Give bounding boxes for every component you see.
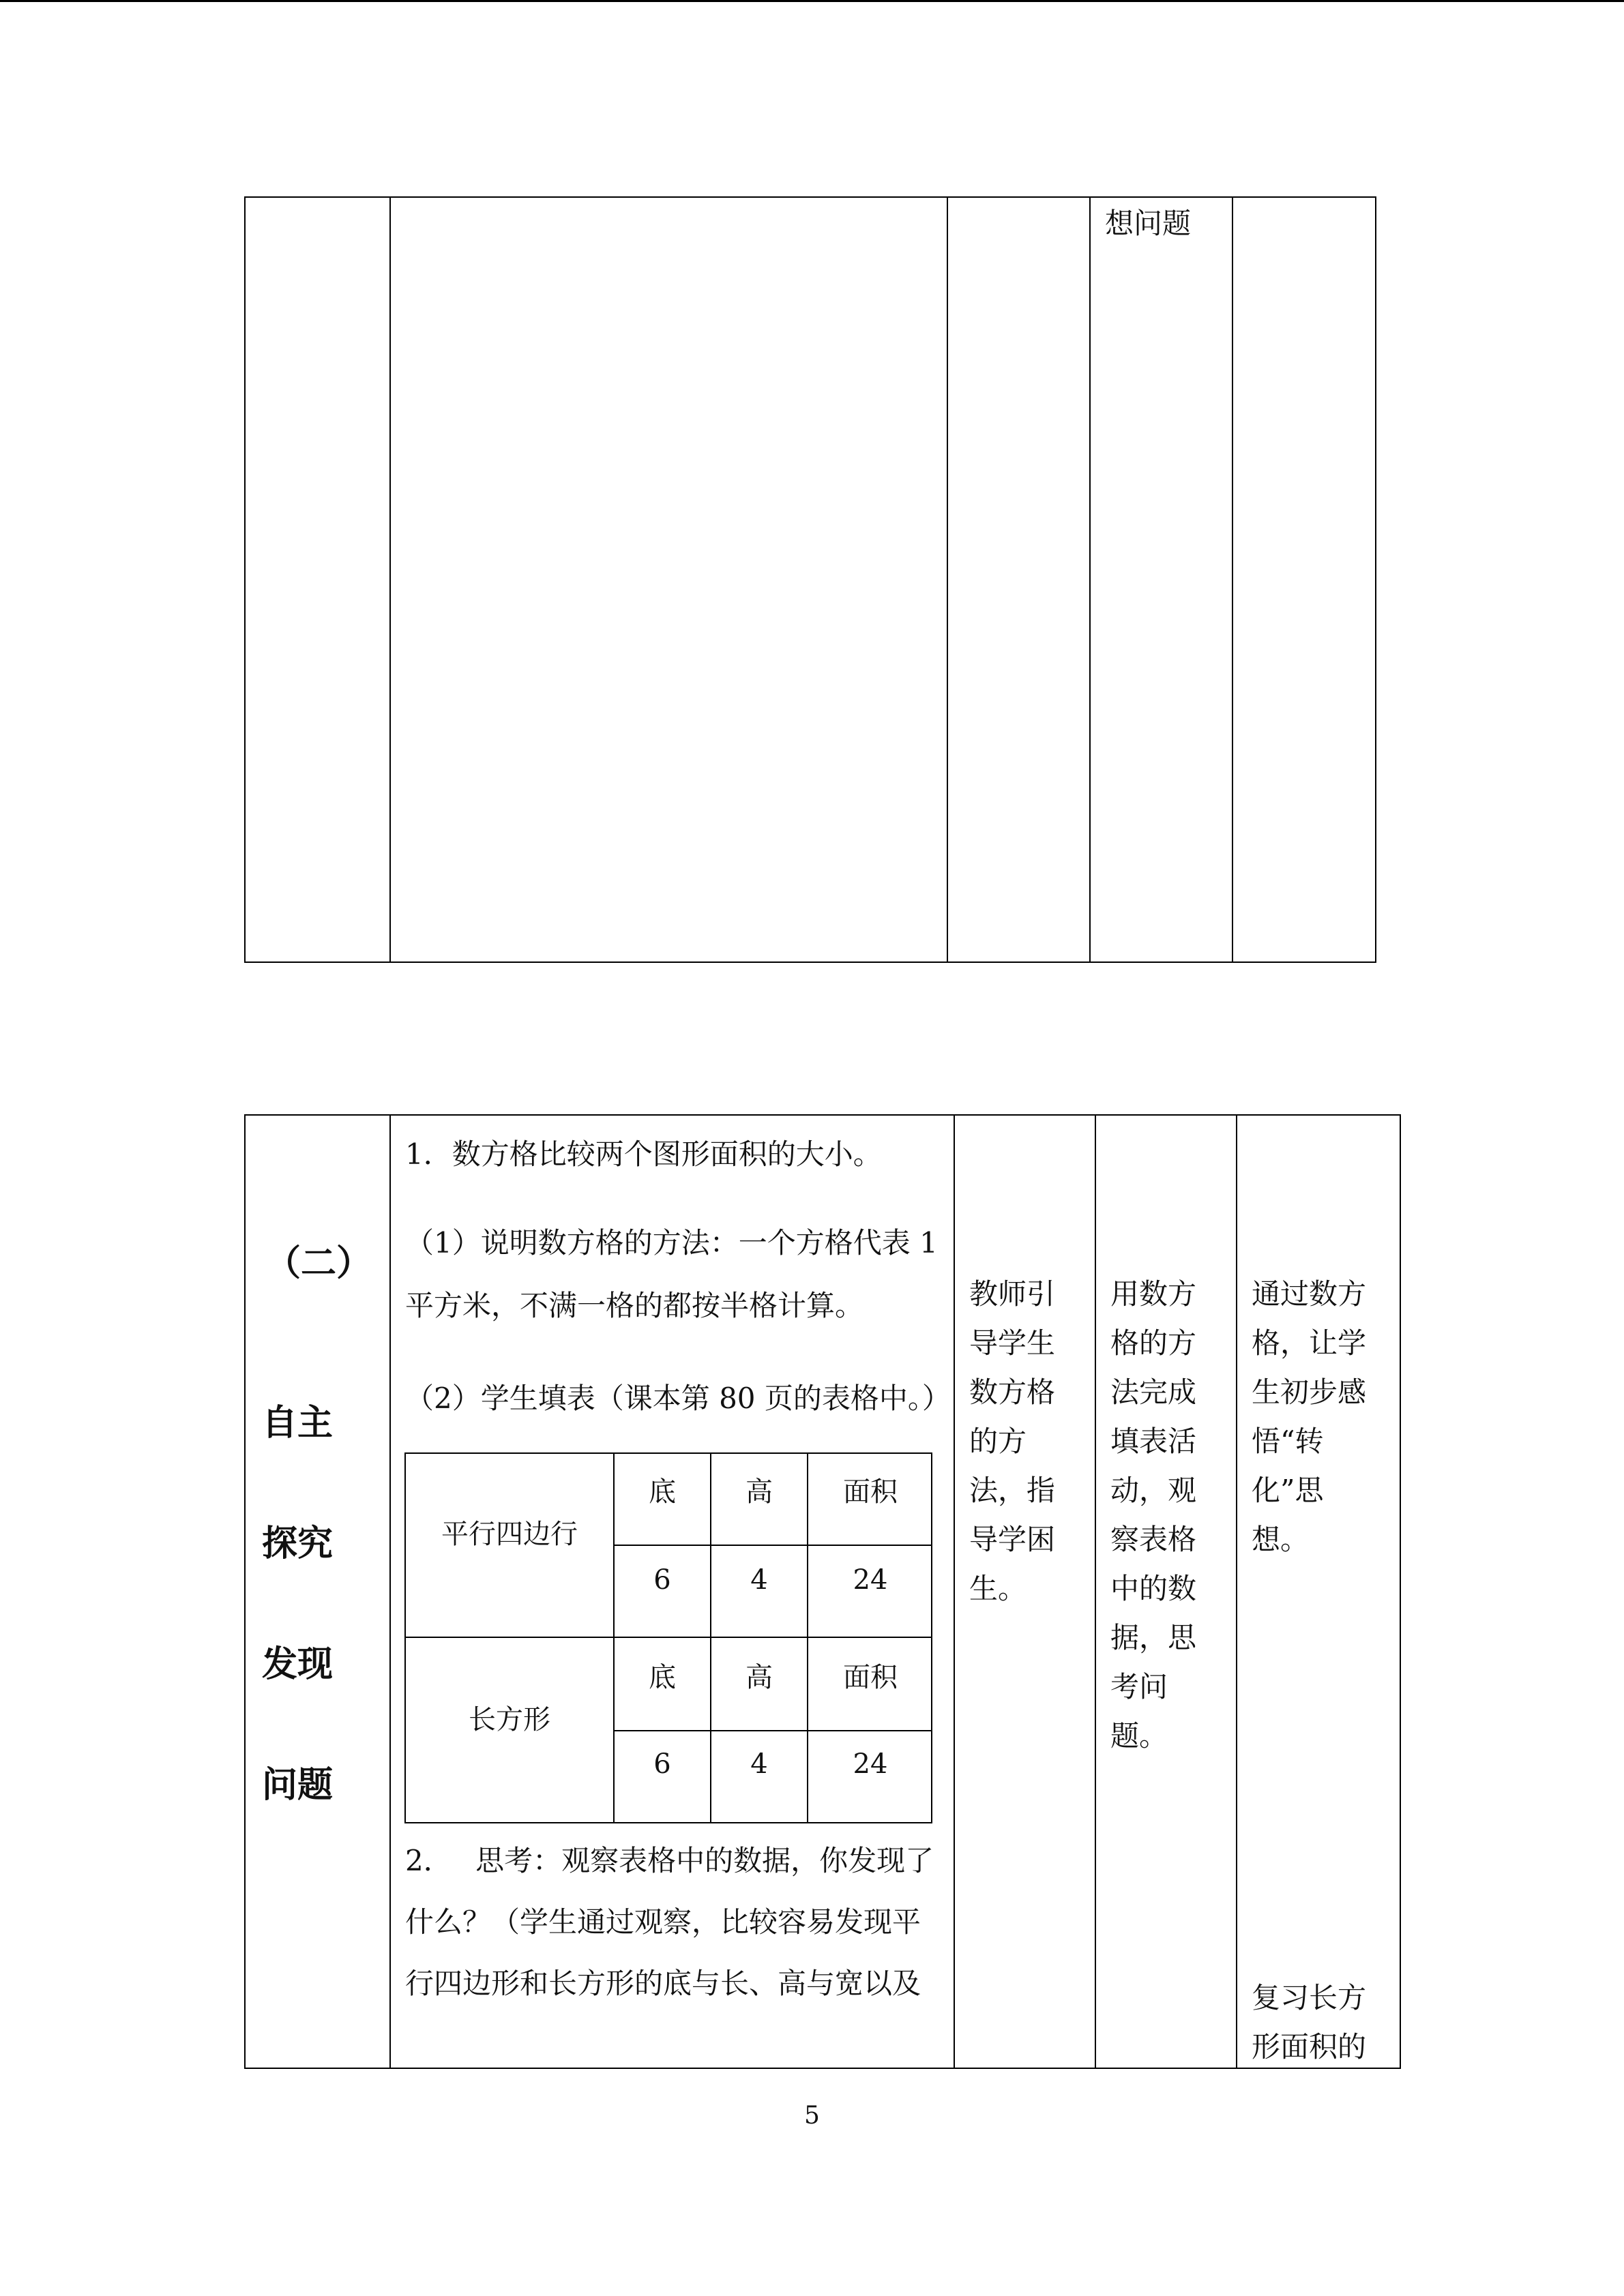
stage-label-line: 探究 — [262, 1523, 334, 1564]
stage-label-line: 发现 — [262, 1644, 334, 1685]
intent-line: 悟“转 — [1252, 1425, 1324, 1458]
student-line: 中的数 — [1110, 1572, 1197, 1605]
content-item-3: 平方米，不满一格的都按半格计算。 — [405, 1289, 864, 1322]
student-line: 法完成 — [1110, 1375, 1197, 1409]
page-top-border — [0, 0, 1624, 2]
page-number: 5 — [804, 2102, 820, 2130]
content-item-6: 什么？（学生通过观察，比较容易发现平 — [405, 1905, 921, 1939]
inner-table-header: 高 — [745, 1476, 773, 1508]
top-table-divider — [947, 196, 948, 963]
inner-table-value: 4 — [750, 1564, 768, 1596]
inner-table-shape: 平行四边行 — [441, 1519, 578, 1550]
student-line: 用数方 — [1110, 1277, 1197, 1311]
design-intent-continued — [1252, 1973, 1366, 2072]
student-line: 考问 — [1110, 1670, 1168, 1703]
inner-table-shape: 长方形 — [469, 1704, 550, 1735]
top-table-student-cell: 想问题 — [1105, 207, 1192, 240]
student-line: 察表格 — [1110, 1523, 1197, 1556]
inner-table-divider — [404, 1637, 932, 1638]
intent-line: 化”思 — [1252, 1474, 1324, 1507]
intent-line: 通过数方 — [1252, 1277, 1367, 1311]
design-intent — [1252, 1270, 1366, 1564]
bottom-table-divider — [1095, 1114, 1096, 2069]
intent-line: 形面积的 — [1252, 2030, 1367, 2063]
inner-table-header: 底 — [649, 1476, 676, 1508]
inner-table-header: 面积 — [843, 1476, 898, 1508]
teacher-line: 导学困 — [969, 1523, 1056, 1556]
intent-line: 生初步感 — [1252, 1375, 1367, 1409]
top-table-divider — [389, 196, 391, 963]
inner-table-value: 4 — [750, 1748, 768, 1780]
student-line: 填表活 — [1110, 1425, 1197, 1458]
inner-table-value: 24 — [853, 1564, 888, 1596]
stage-label-line: 问题 — [262, 1765, 334, 1806]
stage-label — [261, 1234, 377, 1344]
teacher-line: 生。 — [969, 1572, 1027, 1605]
teacher-activity — [969, 1270, 1055, 1613]
top-table-divider — [1089, 196, 1091, 963]
teacher-line: 导学生 — [969, 1326, 1056, 1360]
content-item-7: 行四边形和长方形的底与长、高与宽以及 — [405, 1967, 921, 2000]
stage-label-line: 自主 — [262, 1403, 334, 1444]
inner-table-header: 底 — [649, 1662, 676, 1693]
inner-table-header: 高 — [745, 1662, 773, 1693]
student-line: 格的方 — [1110, 1326, 1197, 1360]
intent-line: 想。 — [1252, 1523, 1310, 1556]
student-line: 动，观 — [1110, 1474, 1197, 1507]
stage-title — [262, 1394, 333, 1866]
bottom-table-divider — [389, 1114, 391, 2069]
bottom-table-divider — [954, 1114, 955, 2069]
top-table-divider — [1232, 196, 1233, 963]
inner-table-value: 24 — [853, 1748, 888, 1780]
intent-line: 格，让学 — [1252, 1326, 1367, 1360]
student-line: 题。 — [1110, 1719, 1168, 1753]
teacher-line: 的方 — [969, 1425, 1027, 1458]
bottom-table-divider — [1236, 1114, 1237, 2069]
content-item-4: （2）学生填表（课本第 80 页的表格中。） — [405, 1382, 951, 1415]
student-activity — [1110, 1270, 1196, 1761]
inner-table-divider — [613, 1730, 932, 1731]
teacher-line: 数方格 — [969, 1375, 1056, 1409]
intent-line: 复习长方 — [1252, 1981, 1367, 2014]
teacher-line: 教师引 — [969, 1277, 1056, 1311]
content-item-5: 2． 思考：观察表格中的数据，你发现了 — [405, 1844, 934, 1877]
inner-table-value: 6 — [653, 1748, 671, 1780]
inner-table-header: 面积 — [843, 1662, 898, 1693]
stage-label-line: （二） — [265, 1243, 372, 1284]
inner-table-value: 6 — [653, 1564, 671, 1596]
top-table-frame — [244, 196, 1376, 963]
content-item-2: （1）说明数方格的方法：一个方格代表 1 — [405, 1226, 938, 1259]
student-line: 据，思 — [1110, 1621, 1197, 1654]
content-item-1: 1．数方格比较两个图形面积的大小。 — [405, 1137, 882, 1171]
inner-table-divider — [613, 1545, 932, 1546]
teacher-line: 法，指 — [969, 1474, 1056, 1507]
